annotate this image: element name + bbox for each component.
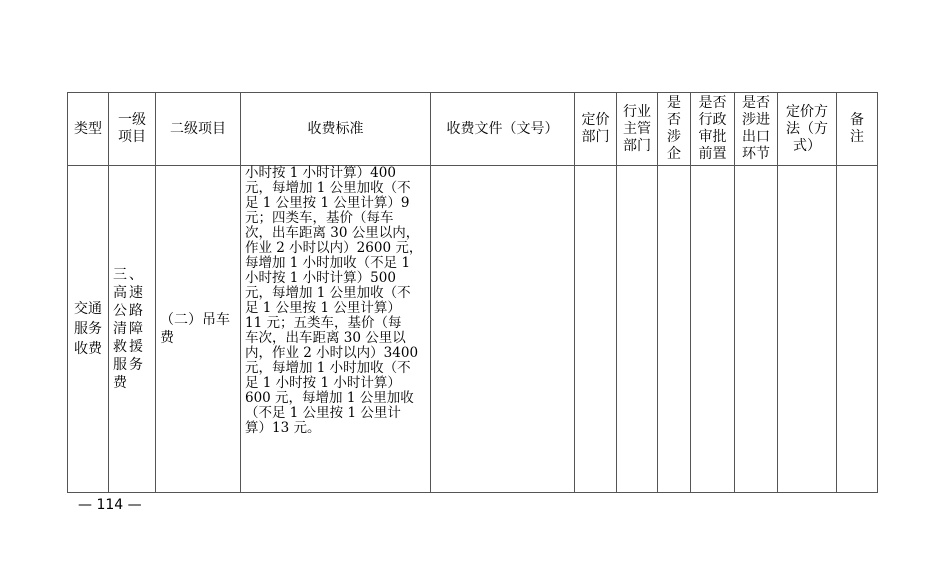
header-pricing-dept: 定价 部门 [575, 93, 617, 166]
cell-standard-text: 小时按 1 小时计算）400 元，每增加 1 公里加收（不 足 1 公里按 1 公里计算）9 元；四类车，基价（每车 次，出车距离 30 公里以内， 作业 2 小时以内）2600 元， 每增加 1 小时加收（不足 1 小时按 1 小时计算）500 元，每增加 1 公里加收（不 足 1 公里按 1 公里计算） 11 元；五类车，基价（每 车次，出车距离 30 公里以 内，作业 2 小时以内）3400 元，每增加 1 小时加收（不 足 1 小时按 1 小时计算） 600 元，每增加 1 公里加收 （不足 1 公里按 1 公里计 算）13 元。 [245, 165, 423, 436]
cell-pricing-dept [575, 166, 617, 493]
header-industry-dept: 行业 主管 部门 [617, 93, 658, 166]
cell-enterprise [658, 166, 691, 493]
cell-item1-text: 三、 高速 公路 清障 救援 服务 费 [113, 267, 145, 391]
cell-item1 [109, 166, 156, 493]
header-document: 收费文件（文号） [431, 93, 575, 166]
cell-import-export [735, 166, 778, 493]
cell-pricing-method [778, 166, 837, 493]
cell-item2 [156, 166, 241, 493]
cell-item2-text: （二）吊车费 [160, 312, 230, 346]
page-number: — 114 — [78, 497, 142, 513]
header-item1: 一级 项目 [109, 93, 156, 166]
fee-table [67, 92, 878, 493]
header-admin-approval: 是否 行政 审批 前置 [691, 93, 735, 166]
cell-remark [837, 166, 878, 493]
header-import-export: 是否 涉进 出口 环节 [735, 93, 778, 166]
header-row [68, 93, 878, 166]
header-item2: 二级项目 [156, 93, 241, 166]
header-pricing-method: 定价方 法（方 式） [778, 93, 837, 166]
table-row [68, 166, 878, 493]
cell-standard [241, 166, 431, 493]
cell-industry-dept [617, 166, 658, 493]
header-type: 类型 [68, 93, 109, 166]
header-standard: 收费标准 [241, 93, 431, 166]
cell-document [431, 166, 575, 493]
header-enterprise: 是 否 涉 企 [658, 93, 691, 166]
cell-type: 交通 服务 收费 [68, 166, 109, 493]
header-remark: 备 注 [837, 93, 878, 166]
cell-admin-approval [691, 166, 735, 493]
